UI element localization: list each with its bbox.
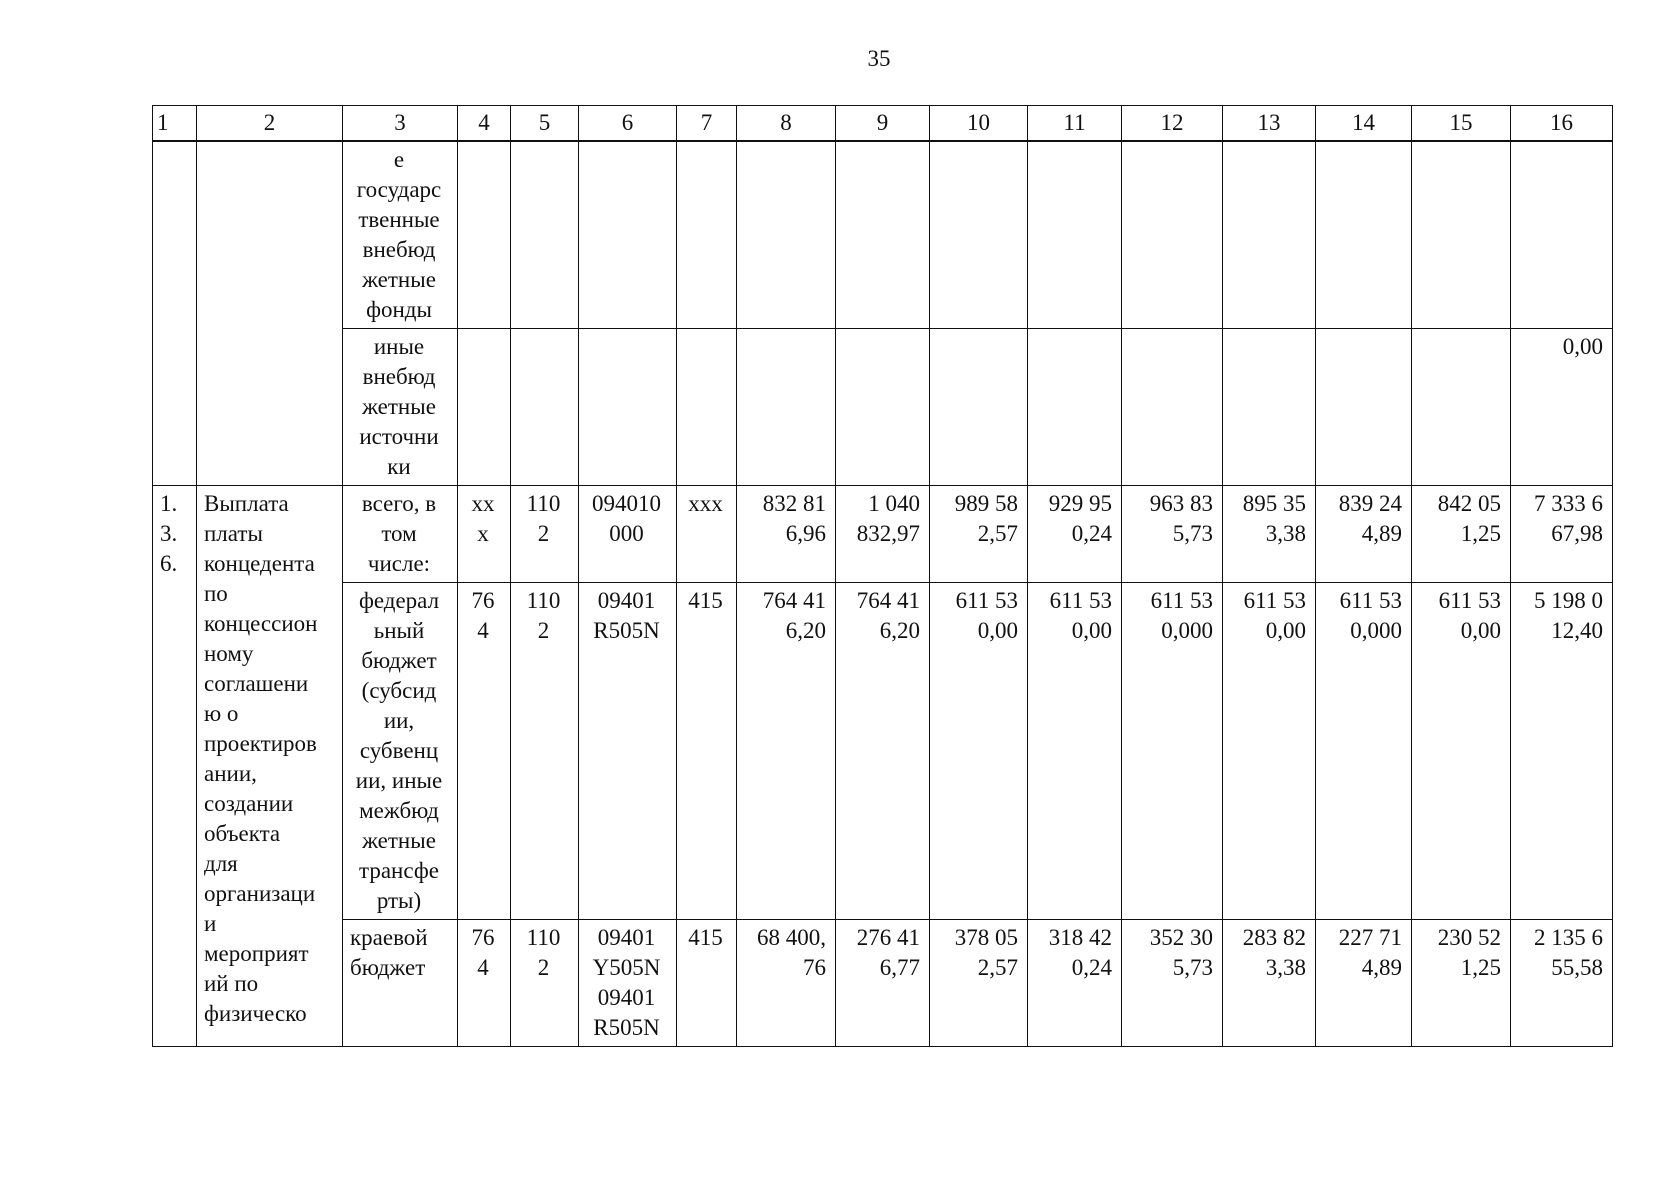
cell-line: 415 <box>688 588 723 613</box>
cell-line: 76 <box>803 955 826 980</box>
cell-line: государс <box>356 177 442 202</box>
cell-line: том <box>381 521 417 546</box>
table-cell <box>836 329 930 486</box>
cell-line: платы <box>204 521 263 546</box>
cell-line: 6,20 <box>785 618 826 643</box>
cell-line: жетные <box>362 394 436 419</box>
cell-line: ххх <box>688 491 723 516</box>
cell-line: ии, <box>383 708 415 733</box>
amount-cell <box>1122 583 1223 920</box>
cell-line: 3,38 <box>1265 955 1306 980</box>
cell-line: 2,57 <box>977 955 1018 980</box>
cell-line: ании, <box>204 761 257 786</box>
total-cell <box>1511 486 1613 583</box>
table-cell <box>677 920 737 1047</box>
cell-line: 611 53 <box>1339 588 1402 613</box>
cell-line: 842 05 <box>1437 491 1501 516</box>
header-row <box>153 106 1613 142</box>
table-cell <box>579 329 677 486</box>
cell-line: числе: <box>367 551 431 576</box>
header-cell: 13 <box>1223 106 1316 142</box>
amount-cell <box>1412 486 1511 583</box>
cell-line: внебюд <box>362 237 436 262</box>
cell-line: 0,00 <box>1460 618 1501 643</box>
cell-line: R505N <box>593 1015 660 1040</box>
amount-cell <box>1316 920 1412 1047</box>
cell-line: Выплата <box>204 491 289 516</box>
cell-line: по <box>204 581 228 606</box>
header-cell: 2 <box>197 106 343 142</box>
cell-line: 0,000 <box>1350 618 1402 643</box>
cell-line: 5 198 0 <box>1534 588 1603 613</box>
page-number: 35 <box>867 46 891 71</box>
cell-line: (субсид <box>361 678 437 703</box>
cell-line: бюджет <box>361 648 437 673</box>
table-cell <box>930 141 1028 329</box>
cell-line: 6. <box>160 551 178 576</box>
table-cell <box>458 920 511 1047</box>
table-cell <box>511 583 579 920</box>
cell-line: 0,24 <box>1071 955 1112 980</box>
amount-cell <box>1223 583 1316 920</box>
header-cell: 4 <box>458 106 511 142</box>
table-cell <box>836 141 930 329</box>
cell-line: 12,40 <box>1551 618 1603 643</box>
cell-line: твенные <box>358 207 440 232</box>
table-cell <box>677 583 737 920</box>
cell-line: ьный <box>373 618 425 643</box>
cell-line: создании <box>204 791 294 816</box>
cell-line: 611 53 <box>1243 588 1306 613</box>
cell-line: всего, в <box>361 491 437 516</box>
cell-line: 3,38 <box>1265 521 1306 546</box>
cell-line: жетные <box>362 267 436 292</box>
header-cell: 15 <box>1412 106 1511 142</box>
cell-line: 1 040 <box>868 491 920 516</box>
cell-line: 09401 <box>597 925 656 950</box>
cell-line: концессион <box>204 611 318 636</box>
cell-line: 6,20 <box>879 618 920 643</box>
cell-line: 0,00 <box>1071 618 1112 643</box>
cell-line: фонды <box>366 297 432 322</box>
cell-line: 611 53 <box>1150 588 1213 613</box>
table-cell <box>579 486 677 583</box>
header-cell: 1 <box>153 106 197 142</box>
cell-line: 4 <box>477 618 489 643</box>
cell-line: 832,97 <box>856 521 920 546</box>
header-cell: 6 <box>579 106 677 142</box>
table-cell <box>579 920 677 1047</box>
amount-cell <box>1412 583 1511 920</box>
table-cell <box>511 486 579 583</box>
cell-line: внебюд <box>362 364 436 389</box>
table-cell <box>1223 141 1316 329</box>
amount-cell <box>737 486 836 583</box>
cell-line: 76 <box>471 588 495 613</box>
cell-line: 110 <box>526 491 561 516</box>
amount-cell <box>737 583 836 920</box>
cell-line: 55,58 <box>1551 955 1603 980</box>
amount-cell <box>737 920 836 1047</box>
cell-line: трансфе <box>359 858 439 883</box>
cell-line: 832 81 <box>762 491 826 516</box>
cell-line: 2 <box>537 955 550 980</box>
cell-line: 318 42 <box>1048 925 1112 950</box>
cell-line: 2 135 6 <box>1534 925 1603 950</box>
amount-cell <box>1028 920 1122 1047</box>
table-cell <box>930 329 1028 486</box>
table-cell <box>458 141 511 329</box>
table-cell <box>1412 141 1511 329</box>
amount-cell <box>930 486 1028 583</box>
cell-line: ки <box>387 454 411 479</box>
cell-line: R505N <box>593 618 660 643</box>
cell-line: и <box>204 911 217 936</box>
header-cell: 9 <box>836 106 930 142</box>
amount-cell <box>1028 583 1122 920</box>
cell-line: субвенц <box>359 738 439 763</box>
cell-line: 0,000 <box>1161 618 1213 643</box>
table-cell <box>1316 329 1412 486</box>
cell-line: е <box>393 147 405 172</box>
amount-cell <box>836 583 930 920</box>
funding-source-cell <box>343 583 458 920</box>
funding-source-cell <box>343 329 458 486</box>
amount-cell <box>836 920 930 1047</box>
amount-cell <box>1412 920 1511 1047</box>
cell-line: 4,89 <box>1361 955 1402 980</box>
cell-line: бюджет <box>350 955 426 980</box>
header-cell: 10 <box>930 106 1028 142</box>
amount-cell <box>1223 920 1316 1047</box>
amount-cell <box>1122 920 1223 1047</box>
total-cell <box>1511 920 1613 1047</box>
cell-line: 611 53 <box>955 588 1018 613</box>
cell-line: 09401 <box>597 985 656 1010</box>
amount-cell <box>1122 486 1223 583</box>
amount-cell <box>930 583 1028 920</box>
header-cell: 8 <box>737 106 836 142</box>
cell-line: федерал <box>358 588 440 613</box>
cell-line: 283 82 <box>1242 925 1306 950</box>
table-cell <box>1028 329 1122 486</box>
header-cell: 11 <box>1028 106 1122 142</box>
cell-line: 989 58 <box>954 491 1018 516</box>
table-row-state-funds <box>153 141 1613 329</box>
cell-line: 764 41 <box>856 588 920 613</box>
budget-table <box>152 105 1613 1047</box>
table-cell <box>458 486 511 583</box>
amount-cell <box>1223 486 1316 583</box>
header-cell: 3 <box>343 106 458 142</box>
header-cell: 12 <box>1122 106 1223 142</box>
cell-line: 110 <box>526 925 561 950</box>
funding-source-cell <box>343 486 458 583</box>
table-cell <box>1028 141 1122 329</box>
table-cell <box>511 329 579 486</box>
cell-line: х <box>477 521 489 546</box>
cell-line: жетные <box>362 828 436 853</box>
cell-line: 7 333 6 <box>1534 491 1603 516</box>
cell-line: 1. <box>160 491 178 516</box>
table-cell <box>511 920 579 1047</box>
table-cell <box>1412 329 1511 486</box>
cell-line: 4 <box>477 955 489 980</box>
cell-line: 230 52 <box>1437 925 1501 950</box>
cell-line: 0,00 <box>977 618 1018 643</box>
table-cell <box>579 141 677 329</box>
cell-line: физическо <box>204 1001 307 1026</box>
cell-line: 378 05 <box>954 925 1018 950</box>
table-cell <box>677 329 737 486</box>
cell-line: 929 95 <box>1048 491 1112 516</box>
cell-line: 4,89 <box>1361 521 1402 546</box>
cell-line: рты) <box>376 888 422 913</box>
cell-line: объекта <box>204 821 281 846</box>
cell-line: 611 53 <box>1049 588 1112 613</box>
cell-line: ий по <box>204 971 259 996</box>
cell-line: 276 41 <box>856 925 920 950</box>
header-cell: 14 <box>1316 106 1412 142</box>
cell-line: 67,98 <box>1551 521 1603 546</box>
cell-line: 094010 <box>592 491 661 516</box>
table-cell <box>677 141 737 329</box>
table-row-total <box>153 486 1613 583</box>
cell-line: 764 41 <box>762 588 826 613</box>
amount-cell <box>930 920 1028 1047</box>
cell-line: хх <box>471 491 495 516</box>
table-row-other-sources <box>153 329 1613 486</box>
cell-line: 1,25 <box>1460 955 1501 980</box>
cell-line: 227 71 <box>1338 925 1402 950</box>
table-cell <box>579 583 677 920</box>
amount-cell <box>1028 486 1122 583</box>
cell-line: ному <box>204 641 254 666</box>
cell-line: Y505N <box>592 955 661 980</box>
table-cell <box>737 329 836 486</box>
cell-line: иные <box>373 334 425 359</box>
cell-line: 2,57 <box>977 521 1018 546</box>
cell-line: мероприят <box>204 941 309 966</box>
cell-line: проектиров <box>204 731 317 756</box>
cell-line: 68 400, <box>757 925 826 950</box>
cell-line: 5,73 <box>1172 955 1213 980</box>
cell-line: 0,00 <box>1562 334 1603 359</box>
cell-line: 6,77 <box>879 955 920 980</box>
cell-line: 110 <box>526 588 561 613</box>
cell-line: организаци <box>204 881 316 906</box>
empty-cell <box>197 141 343 486</box>
cell-line: 0,24 <box>1071 521 1112 546</box>
table-cell <box>458 583 511 920</box>
cell-line: 839 24 <box>1338 491 1402 516</box>
header-cell: 7 <box>677 106 737 142</box>
cell-line: ии, иные <box>355 768 443 793</box>
total-cell <box>1511 583 1613 920</box>
header-cell: 5 <box>511 106 579 142</box>
cell-line: 2 <box>537 521 550 546</box>
header-cell: 16 <box>1511 106 1613 142</box>
cell-line: 611 53 <box>1438 588 1501 613</box>
total-cell <box>1511 329 1613 486</box>
table-cell <box>1511 141 1613 329</box>
cell-line: 3. <box>160 521 178 546</box>
cell-line: 415 <box>688 925 723 950</box>
table-cell <box>737 141 836 329</box>
cell-line: источни <box>359 424 439 449</box>
table-cell <box>1316 141 1412 329</box>
cell-line: 963 83 <box>1149 491 1213 516</box>
cell-line: 895 35 <box>1242 491 1306 516</box>
cell-line: 2 <box>537 618 550 643</box>
cell-line: ю о <box>204 701 239 726</box>
cell-line: концедента <box>204 551 315 576</box>
item-number-cell <box>153 486 197 1047</box>
table-row-federal <box>153 583 1613 920</box>
cell-line: 352 30 <box>1149 925 1213 950</box>
cell-line: 1,25 <box>1460 521 1501 546</box>
cell-line: 0,00 <box>1265 618 1306 643</box>
item-name-cell <box>197 486 343 1047</box>
empty-cell <box>153 141 197 486</box>
table-cell <box>677 486 737 583</box>
cell-line: краевой <box>350 925 428 950</box>
table-cell <box>511 141 579 329</box>
table-cell <box>1122 329 1223 486</box>
cell-line: соглашени <box>204 671 309 696</box>
funding-source-cell <box>343 920 458 1047</box>
table-cell <box>458 329 511 486</box>
table-row-regional <box>153 920 1613 1047</box>
cell-line: 000 <box>609 521 644 546</box>
cell-line: межбюд <box>359 798 439 823</box>
table-cell <box>1223 329 1316 486</box>
amount-cell <box>1316 486 1412 583</box>
amount-cell <box>1316 583 1412 920</box>
cell-line: 6,96 <box>785 521 826 546</box>
funding-source-cell <box>343 141 458 329</box>
amount-cell <box>836 486 930 583</box>
cell-line: для <box>204 851 238 876</box>
cell-line: 5,73 <box>1172 521 1213 546</box>
table-cell <box>1122 141 1223 329</box>
cell-line: 76 <box>471 925 495 950</box>
cell-line: 09401 <box>597 588 656 613</box>
